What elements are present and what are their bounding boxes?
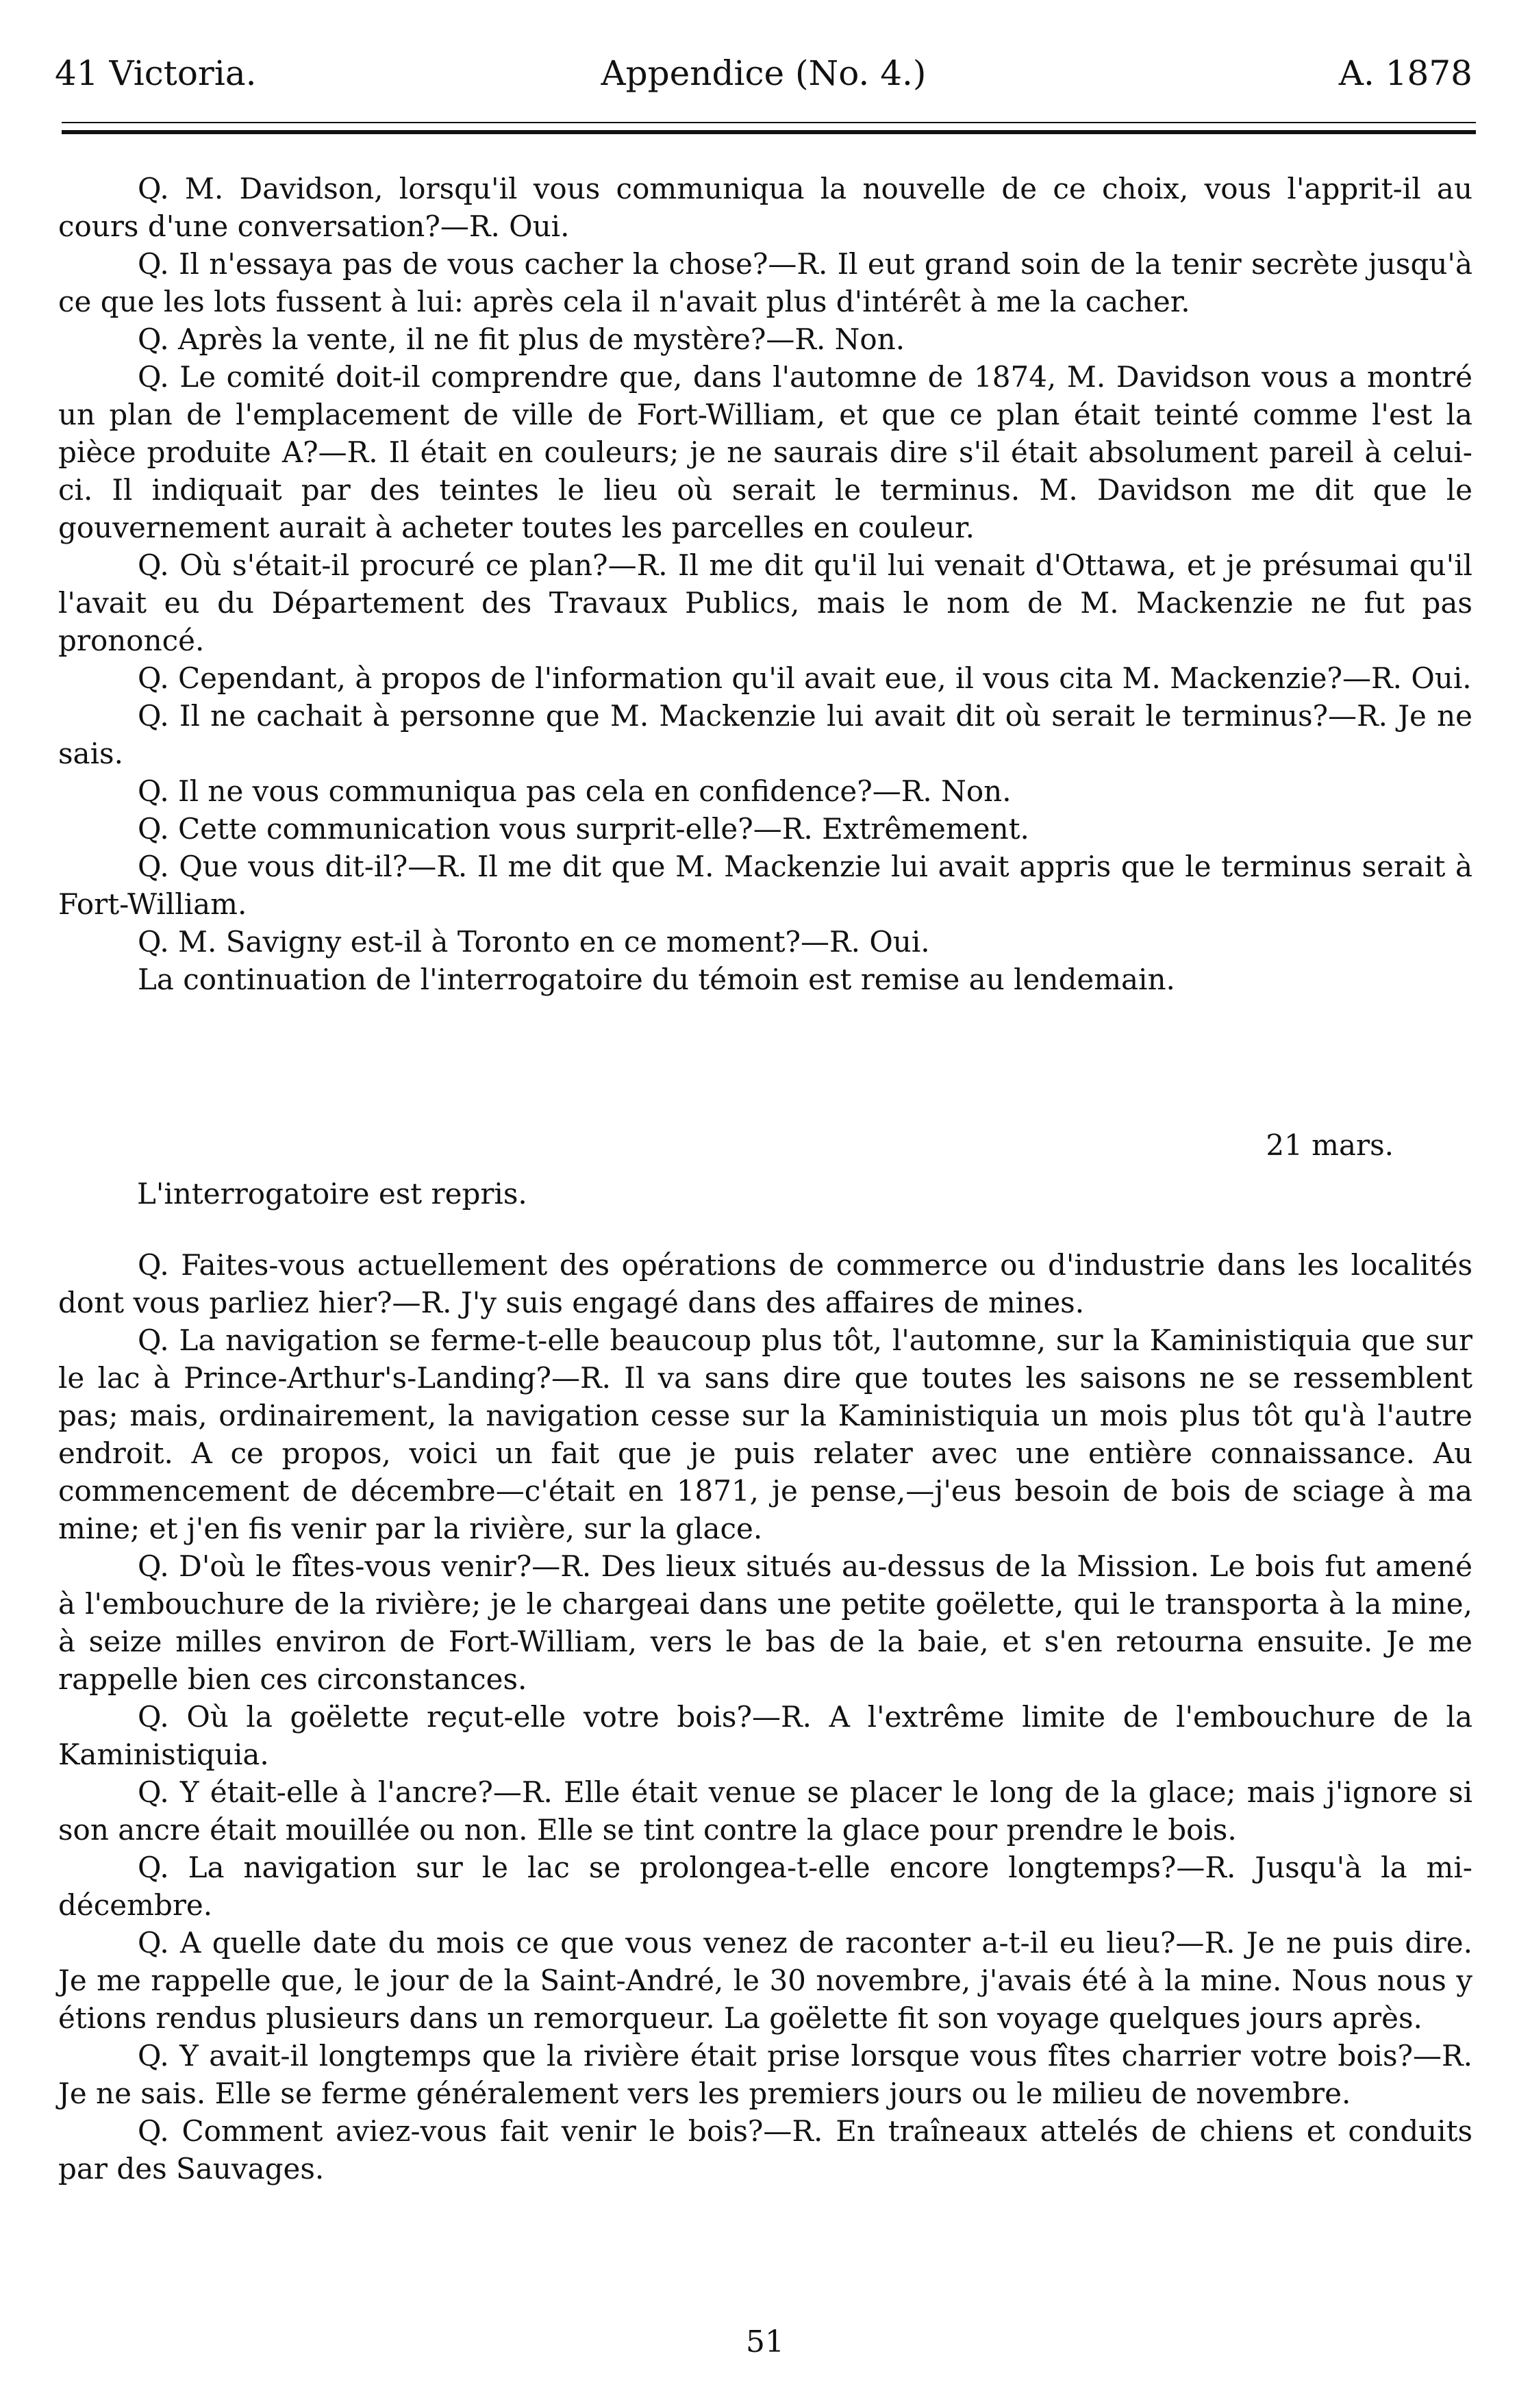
testimony-block-2: [58, 1246, 1472, 2188]
paragraph: Q. Faites-vous actuellement des opérations de commerce ou d'industrie dans les localités dont vous parliez hier?—R. J'y suis engagé dans des affaires de mines.: [58, 1248, 1472, 1319]
paragraph: Q. Il n'essaya pas de vous cacher la chose?—R. Il eut grand soin de la tenir secrète jusqu'à ce que les lots fussent à lui: après cela il n'avait plus d'intérêt à me la cacher.: [58, 247, 1472, 318]
header-left: 41 Victoria.: [55, 53, 257, 93]
header-center: Appendice (No. 4.): [601, 53, 927, 93]
page-header: [55, 42, 1472, 104]
paragraph: Q. Cependant, à propos de l'information qu'il avait eue, il vous cita M. Mackenzie?—R. Oui.: [138, 661, 1472, 695]
resume-note: L'interrogatoire est repris.: [137, 1177, 527, 1211]
paragraph: Q. Il ne vous communiqua pas cela en confidence?—R. Non.: [138, 774, 1012, 808]
page-number: 51: [746, 2324, 784, 2359]
header-rule-thick: [62, 130, 1476, 134]
paragraph: Q. Il ne cachait à personne que M. Mackenzie lui avait dit où serait le terminus?—R. Je ne sais.: [58, 699, 1472, 770]
paragraph: Q. Après la vente, il ne fit plus de mystère?—R. Non.: [138, 322, 905, 356]
paragraph: Q. Où la goëlette reçut-elle votre bois?—R. A l'extrême limite de l'embouchure de la Kaministiquia.: [58, 1700, 1472, 1771]
paragraph: Q. M. Savigny est-il à Toronto en ce moment?—R. Oui.: [138, 925, 930, 959]
paragraph: Q. Où s'était-il procuré ce plan?—R. Il me dit qu'il lui venait d'Ottawa, et je présumai qu'il l'avait eu du Département des Travaux Publics, mais le nom de M. Mackenzie ne fut pas prononcé.: [58, 548, 1472, 657]
paragraph: Q. La navigation se ferme-t-elle beaucoup plus tôt, l'automne, sur la Kaministiquia que sur le lac à Prince-Arthur's-Landing?—R. Il va sans dire que toutes les saisons ne se ressemblent pas; mais, ordinairement, la navigation cesse sur la Kaministiquia un mois plus tôt qu'à l'autre endroit. A ce propos, voici un fait que je puis relater avec une entière connaissance. Au commencement de décembre—c'était en 1871, je pense,—j'eus besoin de bois de sciage à ma mine; et j'en fis venir par la rivière, sur la glace.: [58, 1323, 1472, 1545]
paragraph: Q. Y était-elle à l'ancre?—R. Elle était venue se placer le long de la glace; mais j'ignore si son ancre était mouillée ou non. Elle se tint contre la glace pour prendre le bois.: [58, 1775, 1472, 1847]
paragraph: Q. Comment aviez-vous fait venir le bois?—R. En traîneaux attelés de chiens et conduits par des Sauvages.: [58, 2114, 1472, 2185]
paragraph: La continuation de l'interrogatoire du témoin est remise au lendemain.: [138, 963, 1175, 996]
testimony-block-1: [58, 170, 1472, 998]
paragraph: Q. M. Davidson, lorsqu'il vous communiqua la nouvelle de ce choix, vous l'apprit-il au cours d'une conversation?—R. Oui.: [58, 172, 1472, 243]
paragraph: Q. Y avait-il longtemps que la rivière était prise lorsque vous fîtes charrier votre bois?—R. Je ne sais. Elle se ferme généralement vers les premiers jours ou le milieu de novembre.: [58, 2039, 1472, 2110]
header-right: A. 1878: [1338, 53, 1472, 93]
paragraph: Q. Que vous dit-il?—R. Il me dit que M. Mackenzie lui avait appris que le terminus serait à Fort-William.: [58, 850, 1472, 921]
paragraph: Q. A quelle date du mois ce que vous venez de raconter a-t-il eu lieu?—R. Je ne puis dire. Je me rappelle que, le jour de la Saint-André, le 30 novembre, j'avais été à la mine. Nous nous y étions rendus plusieurs dans un remorqueur. La goëlette fit son voyage quelques jours après.: [58, 1926, 1472, 2035]
date-line: [58, 1128, 1472, 1169]
paragraph: Q. Le comité doit-il comprendre que, dans l'automne de 1874, M. Davidson vous a montré un plan de l'emplacement de ville de Fort-William, et que ce plan était teinté comme l'est la pièce produite A?—R. Il était en couleurs; je ne saurais dire s'il était absolument pareil à celui-ci. Il indiquait par des teintes le lieu où serait le terminus. M. Davidson me dit que le gouvernement aurait à acheter toutes les parcelles en couleur.: [58, 360, 1472, 544]
paragraph: Q. La navigation sur le lac se prolongea-t-elle encore longtemps?—R. Jusqu'à la mi-décembre.: [58, 1851, 1472, 1922]
header-rule-thin: [62, 122, 1476, 123]
session-date: 21 mars.: [1266, 1128, 1394, 1162]
paragraph: Q. Cette communication vous surprit-elle?—R. Extrêmement.: [138, 812, 1029, 846]
paragraph: Q. D'où le fîtes-vous venir?—R. Des lieux situés au-dessus de la Mission. Le bois fut amené à l'embouchure de la rivière; je le chargeai dans une petite goëlette, qui le transporta à la mine, à seize milles environ de Fort-William, vers le bas de la baie, et s'en retourna ensuite. Je me rappelle bien ces circonstances.: [58, 1549, 1472, 1696]
